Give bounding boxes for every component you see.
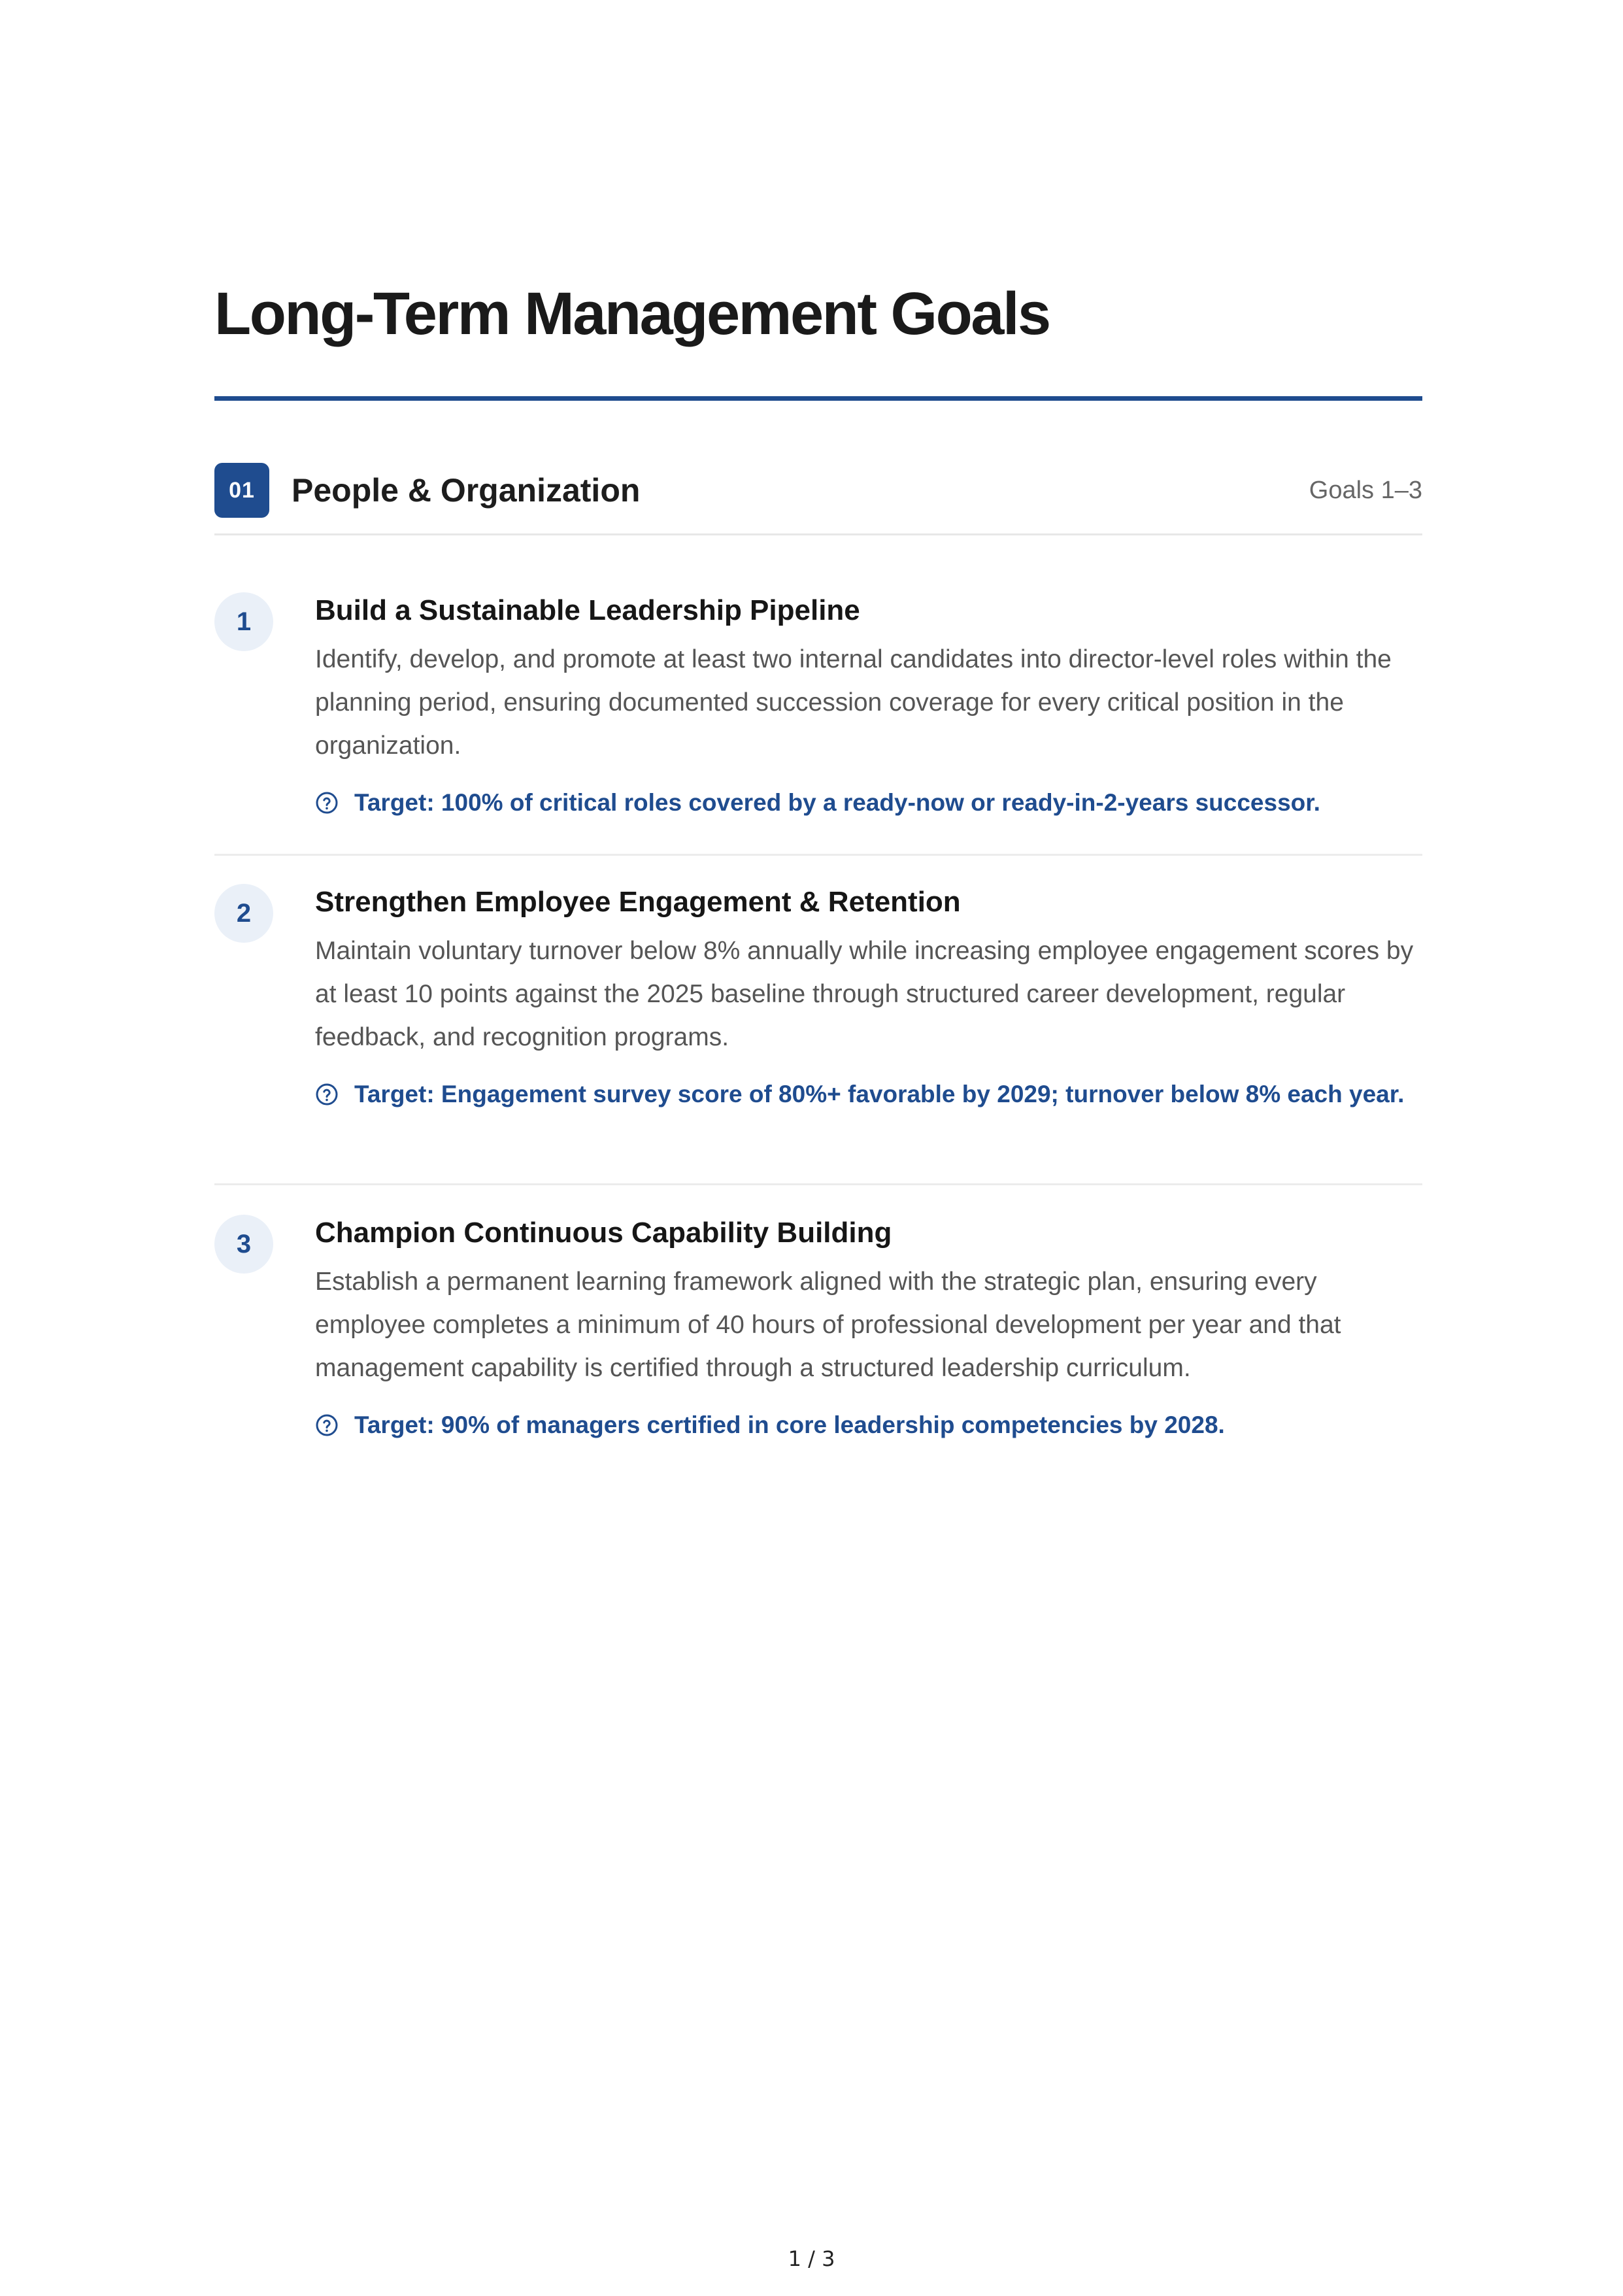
goal-target xyxy=(315,1075,1422,1114)
section-divider xyxy=(214,533,1422,535)
goal-divider xyxy=(214,854,1422,856)
goal-title: Build a Sustainable Leadership Pipeline xyxy=(315,594,860,626)
question-circle-icon xyxy=(315,791,339,815)
goal-body xyxy=(315,884,1422,1114)
goal-description: Identify, develop, and promote at least two internal candidates into director-level roles within the planning period, ensuring documented succession coverage for every critical position in the organization. xyxy=(315,645,1392,760)
goal-target xyxy=(315,783,1422,822)
goal-target-text: Target: 90% of managers certified in core leadership competencies by 2028. xyxy=(354,1411,1225,1438)
goal-description: Maintain voluntary turnover below 8% annually while increasing employee engagement scores by at least 10 points against the 2025 baseline through structured career development, regular feedback, and recognition programs. xyxy=(315,937,1414,1051)
question-circle-icon xyxy=(315,1083,339,1106)
goal-description: Establish a permanent learning framework aligned with the strategic plan, ensuring every employee completes a minimum of 40 hours of professional development per year and that management capability is certified through a structured leadership curriculum. xyxy=(315,1268,1341,1382)
goal-number-badge: 1 xyxy=(214,592,273,651)
goal-target xyxy=(315,1406,1422,1445)
goal-body xyxy=(315,592,1422,822)
title-divider xyxy=(214,396,1422,401)
goal-title: Strengthen Employee Engagement & Retention xyxy=(315,886,961,918)
page-number: 1 / 3 xyxy=(788,2246,835,2271)
section-title: People & Organization xyxy=(292,472,641,509)
section-header xyxy=(214,463,1422,518)
goal-target-text: Target: 100% of critical roles covered by a ready-now or ready-in-2-years successor. xyxy=(354,789,1320,816)
section-goal-range: Goals 1–3 xyxy=(1309,477,1422,504)
document-title: Long-Term Management Goals xyxy=(214,280,1050,347)
goal-body xyxy=(315,1215,1422,1445)
goal-target-text: Target: Engagement survey score of 80%+ favorable by 2029; turnover below 8% each year. xyxy=(354,1081,1405,1107)
section-number-badge: 01 xyxy=(214,463,269,518)
goal-number-badge: 2 xyxy=(214,884,273,943)
goal-divider xyxy=(214,1183,1422,1185)
goal-title: Champion Continuous Capability Building xyxy=(315,1217,892,1249)
goal-number-badge: 3 xyxy=(214,1215,273,1274)
question-circle-icon xyxy=(315,1413,339,1437)
